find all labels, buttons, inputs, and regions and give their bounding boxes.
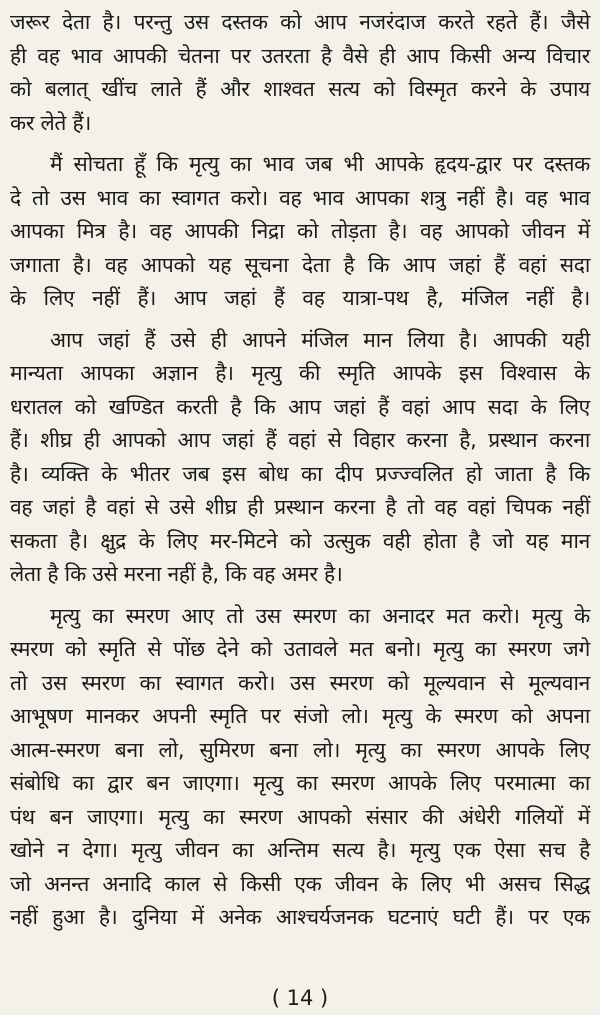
page-number: ( 14 ) — [271, 986, 329, 1010]
paragraph-4 — [10, 600, 590, 935]
paragraph-2 — [10, 148, 590, 316]
text-line: है। व्यक्ति के भीतर जब इस बोध का दीप प्रज्ज्वलित हो जाता है कि — [10, 461, 590, 486]
text-line: संबोधि का द्वार बन जाएगा। मृत्यु का स्मरण आपके लिए परमात्मा का — [10, 771, 590, 795]
text-line: जो अनन्त अनादि काल से किसी एक जीवन के लिए भी असच सिद्ध — [10, 871, 590, 896]
text-line: तो उस स्मरण का स्वागत करो। उस स्मरण को मूल्यवान से मूल्यवान — [10, 670, 590, 695]
text-line: हैं। शीघ्र ही आपको आप जहां हैं वहां से विहार करना है, प्रस्थान करना — [10, 428, 590, 452]
text-line: मृत्यु का स्मरण आए तो उस स्मरण का अनादर मत करो। मृत्यु के — [50, 603, 590, 628]
text-line: आप जहां हैं उसे ही आपने मंजिल मान लिया है। आपकी यही — [50, 327, 590, 352]
text-line: कर लेते हैं। — [10, 110, 91, 135]
text-line: पंथ बन जाएगा। मृत्यु का स्मरण आपको संसार की अंधेरी गलियों में — [10, 804, 590, 829]
text-line: मान्यता आपका अज्ञान है। मृत्यु की स्मृति आपके इस विश्वास के — [10, 361, 590, 385]
text-line: आत्म-स्मरण बना लो, सुमिरण बना लो। मृत्यु का स्मरण आपके लिए — [10, 737, 590, 762]
text-line: वह जहां है वहां से उसे शीघ्र ही प्रस्थान करना है तो वह वहां चिपक नहीं — [10, 495, 590, 519]
text-line: धरातल को खण्डित करती है कि आप जहां हैं वहां आप सदा के लिए — [10, 394, 590, 419]
text-line: जरूर देता है। परन्तु उस दस्तक को आप नजरंदाज करते रहते हैं। जैसे — [10, 10, 590, 34]
text-line: लेता है कि उसे मरना नहीं है, कि वह अमर है। — [10, 562, 343, 586]
text-line: आभूषण मानकर अपनी स्मृति पर संजो लो। मृत्यु के स्मरण को अपना — [10, 704, 590, 728]
paragraph-1 — [10, 6, 590, 140]
text-line: मैं सोचता हूँ कि मृत्यु का भाव जब भी आपके हृदय-द्वार पर दस्तक — [50, 152, 590, 176]
text-line: स्मरण को स्मृति से पोंछ देने को उतावले मत बनो। मृत्यु का स्मरण जगे — [10, 637, 590, 661]
paragraph-3 — [10, 324, 590, 592]
text-line: आपका मित्र है। वह आपकी निद्रा को तोड़ता है। वह आपको जीवन में — [10, 219, 590, 243]
text-line: जगाता है। वह आपको यह सूचना देता है कि आप जहां हैं वहां सदा — [10, 252, 590, 277]
text-line: को बलात् खींच लाते हैं और शाश्वत सत्य को विस्मृत करने के उपाय — [10, 77, 590, 101]
text-line: दे तो उस भाव का स्वागत करो। वह भाव आपका शत्रु नहीं है। वह भाव — [10, 185, 590, 210]
text-line: के लिए नहीं हैं। आप जहां हैं वह यात्रा-पथ है, मंजिल नहीं है। — [10, 286, 590, 310]
text-line: खोने न देगा। मृत्यु जीवन का अन्तिम सत्य है। मृत्यु एक ऐसा सच है — [10, 838, 590, 862]
text-line: नहीं हुआ है। दुनिया में अनेक आश्चर्यजनक घटनाएं घटी हैं। पर एक — [10, 905, 590, 929]
text-line: सकता है। क्षुद्र के लिए मर-मिटने को उत्सुक वही होता है जो यह मान — [10, 528, 590, 553]
text-line: ही वह भाव आपकी चेतना पर उतरता है वैसे ही आप किसी अन्य विचार — [10, 43, 590, 68]
